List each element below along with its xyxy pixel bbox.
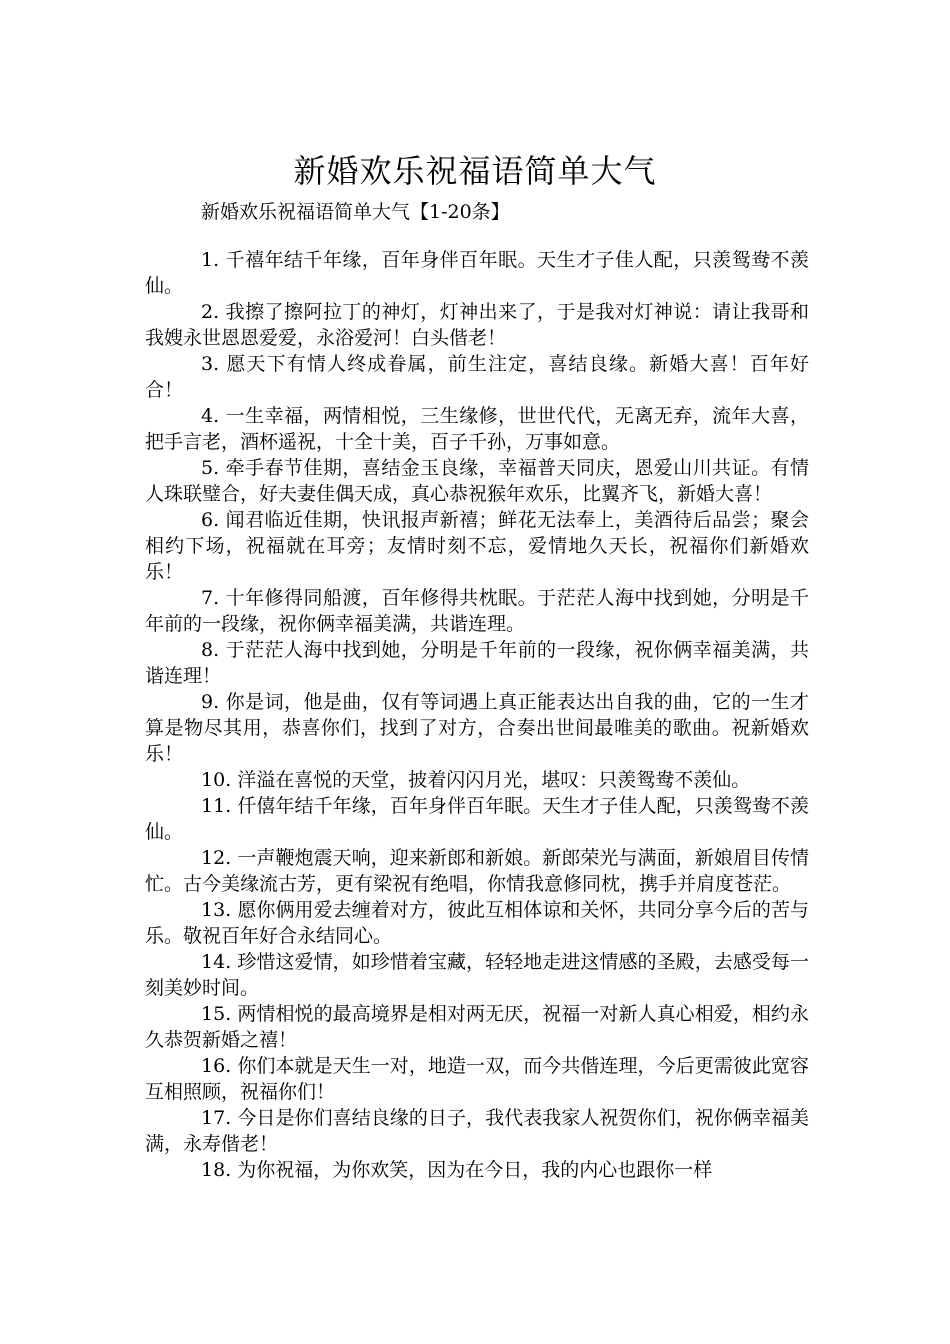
paragraph-16: 16. 你们本就是天生一对，地造一双，而今共偕连理，今后更需彼此宽容互相照顾，祝福你们！: [145, 1055, 809, 1103]
paragraph-18: 18. 为你祝福，为你欢笑，因为在今日，我的内心也跟你一样: [201, 1159, 713, 1181]
paragraph-12: 12. 一声鞭炮震天响，迎来新郎和新娘。新郎荣光与满面，新娘眉目传情忙。古今美缘流古芳，更有梁祝有绝唱，你情我意修同枕，携手并肩度苍茫。: [145, 847, 809, 895]
paragraph-10: 10. 洋溢在喜悦的天堂，披着闪闪月光，堪叹：只羡鸳鸯不羡仙。: [201, 769, 751, 791]
paragraph-15: 15. 两情相悦的最高境界是相对两无厌，祝福一对新人真心相爱，相约永久恭贺新婚之禧！: [145, 1003, 809, 1051]
paragraph-5: 5. 牵手春节佳期，喜结金玉良缘，幸福普天同庆，恩爱山川共证。有情人珠联璧合，好夫妻佳偶天成，真心恭祝猴年欢乐，比翼齐飞，新婚大喜！: [145, 457, 809, 505]
document-subtitle: 新婚欢乐祝福语简单大气【1-20条】: [201, 201, 510, 223]
paragraph-13: 13. 愿你俩用爱去缠着对方，彼此互相体谅和关怀，共同分享今后的苦与乐。敬祝百年好合永结同心。: [145, 899, 809, 947]
paragraph-8: 8. 于茫茫人海中找到她，分明是千年前的一段缘，祝你俩幸福美满，共谐连理！: [145, 639, 809, 687]
paragraph-3: 3. 愿天下有情人终成眷属，前生注定，喜结良缘。新婚大喜！百年好合！: [145, 353, 809, 401]
document-body: [145, 247, 809, 1183]
paragraph-1: 1. 千禧年结千年缘，百年身伴百年眠。天生才子佳人配，只羡鸳鸯不羡仙。: [145, 249, 809, 297]
paragraph-17: 17. 今日是你们喜结良缘的日子，我代表我家人祝贺你们，祝你俩幸福美满，永寿偕老！: [145, 1107, 809, 1155]
paragraph-2: 2. 我擦了擦阿拉丁的神灯，灯神出来了，于是我对灯神说：请让我哥和我嫂永世恩恩爱爱，永浴爱河！白头偕老！: [145, 301, 809, 349]
paragraph-9: 9. 你是词，他是曲，仅有等词遇上真正能表达出自我的曲，它的一生才算是物尽其用，恭喜你们，找到了对方，合奏出世间最唯美的歌曲。祝新婚欢乐！: [145, 691, 809, 765]
document-title: 新婚欢乐祝福语简单大气: [293, 152, 657, 191]
paragraph-6: 6. 闻君临近佳期，快讯报声新禧；鲜花无法奉上，美酒待后品尝；聚会相约下场，祝福就在耳旁；友情时刻不忘，爱情地久天长，祝福你们新婚欢乐！: [145, 509, 809, 583]
paragraph-11: 11. 仟僖年结千年缘，百年身伴百年眠。天生才子佳人配，只羡鸳鸯不羡仙。: [145, 795, 809, 843]
paragraph-7: 7. 十年修得同船渡，百年修得共枕眠。于茫茫人海中找到她，分明是千年前的一段缘，祝你俩幸福美满，共谐连理。: [145, 587, 809, 635]
paragraph-4: 4. 一生幸福，两情相悦，三生缘修，世世代代，无离无弃，流年大喜，把手言老，酒杯遥祝，十全十美，百子千孙，万事如意。: [145, 405, 809, 453]
paragraph-14: 14. 珍惜这爱情，如珍惜着宝藏，轻轻地走进这情感的圣殿，去感受每一刻美妙时间。: [145, 951, 809, 999]
